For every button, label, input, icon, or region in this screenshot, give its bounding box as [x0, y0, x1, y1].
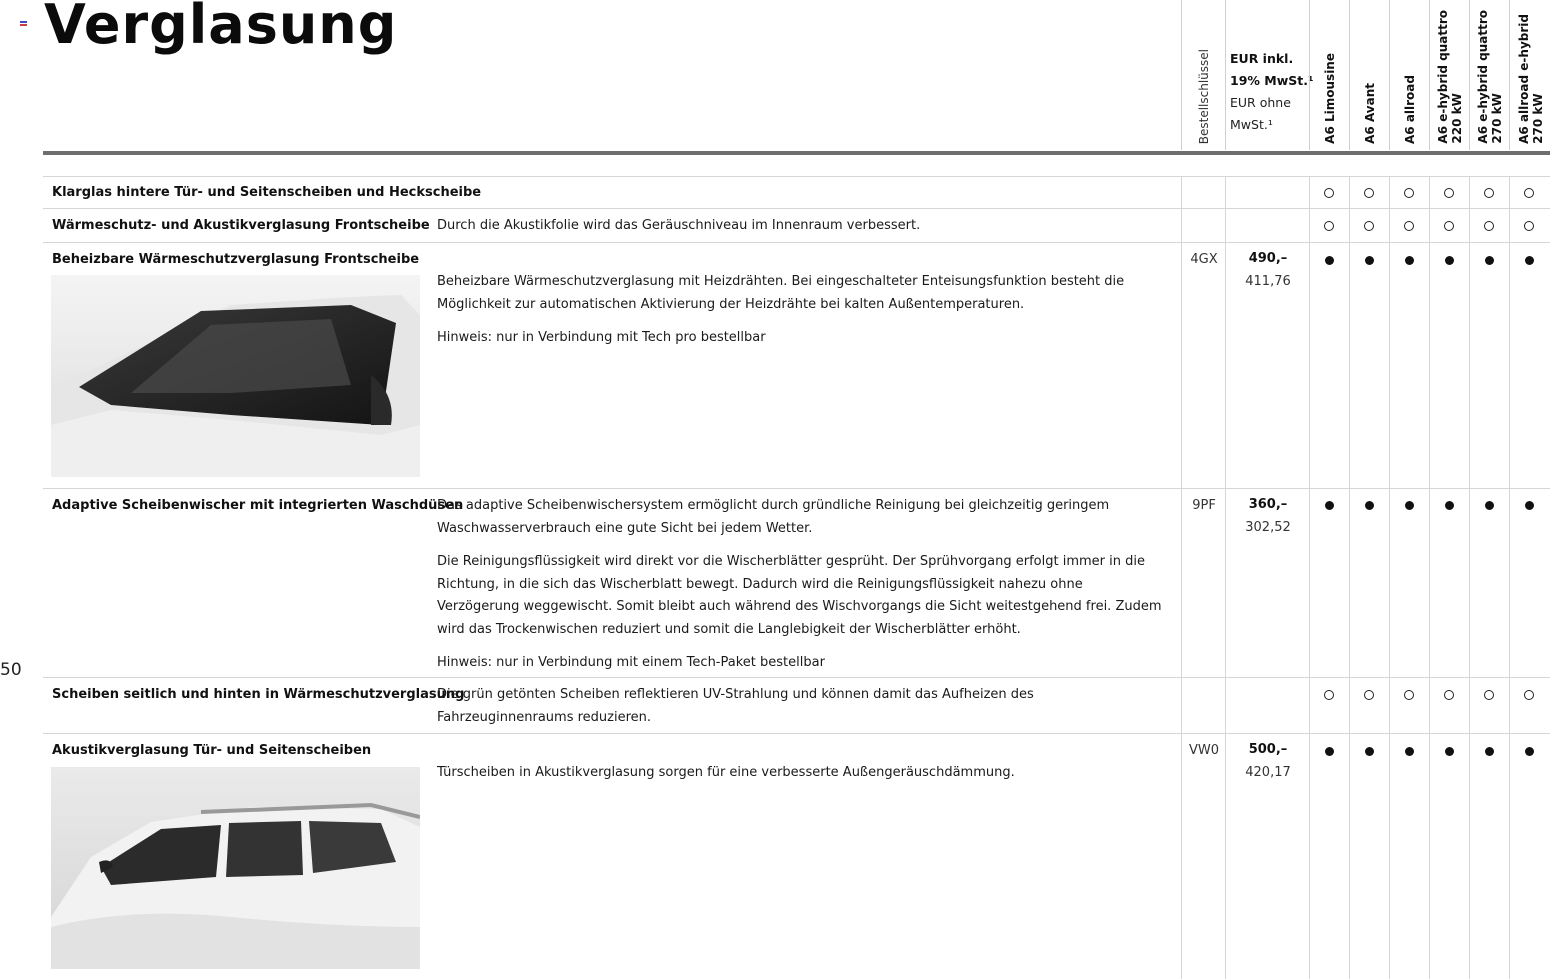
empty-circle-icon: [1444, 188, 1454, 198]
model-header-5: [1509, 0, 1550, 150]
description-paragraph: Die Reinigungsflüssigkeit wird direkt vor die Wischerblätter gesprüht. Der Sprühvorgang erfolgt immer in die Richtung, in die sich das Wischerblatt bewegt. Dadurch wird die Reinigungsflüssigkeit nahezu ohne Verzögerung weggewischt. Somit bleibt auch während des Wischvorgangs die Sicht weitestgehend frei. Zudem wird das Trockenwischen reduziert und somit die Langlebigkeit der Wischerblätter erhöht.: [437, 554, 1162, 637]
empty-circle-icon: [1484, 221, 1494, 231]
model-label: A6 Limousine: [1323, 53, 1337, 144]
empty-circle-icon: [1444, 690, 1454, 700]
column-divider: [1429, 176, 1430, 979]
availability-mark: [1429, 220, 1469, 234]
filled-dot-icon: [1365, 501, 1374, 510]
filled-dot-icon: [1525, 256, 1534, 265]
model-header-3: [1429, 0, 1470, 150]
availability-mark: [1509, 745, 1549, 759]
car-front-image: [51, 275, 420, 477]
model-label: A6 allroad: [1403, 75, 1417, 144]
availability-mark: [1469, 220, 1509, 234]
description-paragraph: Durch die Akustikfolie wird das Geräuschniveau im Innenraum verbessert.: [437, 218, 921, 233]
filled-dot-icon: [1405, 747, 1414, 756]
empty-circle-icon: [1324, 690, 1334, 700]
empty-circle-icon: [1524, 690, 1534, 700]
model-header-1: [1349, 0, 1390, 150]
order-key-label: Bestellschlüssel: [1197, 48, 1211, 144]
description-paragraph: Das adaptive Scheibenwischersystem ermöglicht durch gründliche Reinigung bei gleichzeitig geringem Waschwasserverbrauch eine gute Sicht bei jedem Wetter.: [437, 498, 1110, 536]
availability-mark: [1309, 220, 1349, 234]
availability-mark: [1469, 689, 1509, 703]
row-title: Klarglas hintere Tür- und Seitenscheiben und Heckscheibe: [52, 185, 482, 200]
model-label: A6 e-hybrid quattro 220 kW: [1436, 10, 1464, 144]
order-key-header: [1181, 0, 1226, 150]
availability-mark: [1509, 689, 1549, 703]
price-cell: [1230, 739, 1306, 784]
empty-circle-icon: [1444, 221, 1454, 231]
availability-mark: [1309, 689, 1349, 703]
empty-circle-icon: [1404, 221, 1414, 231]
column-divider: [1349, 176, 1350, 979]
column-divider: [1309, 176, 1310, 979]
empty-circle-icon: [1524, 188, 1534, 198]
price-gross-label: EUR inkl.: [1230, 51, 1294, 66]
row-description: [437, 684, 1167, 740]
availability-mark: [1309, 187, 1349, 201]
order-code: 9PF: [1192, 498, 1216, 513]
order-code: VW0: [1188, 743, 1220, 758]
availability-mark: [1349, 689, 1389, 703]
filled-dot-icon: [1485, 256, 1494, 265]
availability-mark: [1429, 745, 1469, 759]
column-divider: [1389, 176, 1390, 979]
price-cell: [1230, 248, 1306, 293]
price-net: 411,76: [1245, 273, 1291, 289]
filled-dot-icon: [1445, 501, 1454, 510]
side-window-photo: [51, 767, 420, 969]
empty-circle-icon: [1484, 690, 1494, 700]
row-description: [437, 762, 1167, 796]
model-label: A6 Avant: [1363, 83, 1377, 144]
filled-dot-icon: [1365, 256, 1374, 265]
description-paragraph: Türscheiben in Akustikverglasung sorgen für eine verbesserte Außengeräuschdämmung.: [437, 765, 1015, 780]
empty-circle-icon: [1404, 690, 1414, 700]
column-divider: [1469, 176, 1470, 979]
row-title: Scheiben seitlich und hinten in Wärmeschutzverglasung: [52, 687, 465, 702]
model-header-4: [1469, 0, 1510, 150]
filled-dot-icon: [1525, 501, 1534, 510]
model-header-0: [1309, 0, 1350, 150]
row-title: Beheizbare Wärmeschutzverglasung Frontscheibe: [52, 252, 420, 267]
availability-mark: [1309, 499, 1349, 513]
column-divider: [1509, 176, 1510, 979]
empty-circle-icon: [1524, 221, 1534, 231]
availability-mark: [1469, 499, 1509, 513]
windshield-photo: [51, 275, 420, 477]
filled-dot-icon: [1325, 747, 1334, 756]
filled-dot-icon: [1405, 501, 1414, 510]
availability-mark: [1509, 187, 1549, 201]
column-divider: [1181, 176, 1182, 979]
description-paragraph: Beheizbare Wärmeschutzverglasung mit Heizdrähten. Bei eingeschalteter Enteisungsfunktion besteht die Möglichkeit zur automatischen Aktivierung der Heizdrähte bei kalten Außentemperaturen.: [437, 274, 1125, 312]
empty-circle-icon: [1364, 188, 1374, 198]
empty-circle-icon: [1324, 221, 1334, 231]
availability-mark: [1509, 499, 1549, 513]
price-net-label: EUR ohne: [1230, 95, 1291, 110]
row-divider: [43, 488, 1550, 489]
availability-mark: [1389, 254, 1429, 268]
price-gross-label-2: 19% MwSt.¹: [1230, 73, 1314, 88]
availability-mark: [1349, 499, 1389, 513]
description-paragraph: Die grün getönten Scheiben reflektieren UV-Strahlung und können damit das Aufheizen des Fahrzeuginnenraums reduzieren.: [437, 687, 1034, 725]
availability-mark: [1349, 187, 1389, 201]
price-gross: 500,–: [1248, 742, 1288, 757]
availability-mark: [1429, 499, 1469, 513]
availability-mark: [1469, 745, 1509, 759]
filled-dot-icon: [1405, 256, 1414, 265]
page-title: Verglasung: [44, 0, 398, 56]
header-divider: [43, 151, 1550, 155]
empty-circle-icon: [1404, 188, 1414, 198]
availability-mark: [1349, 745, 1389, 759]
availability-mark: [1429, 689, 1469, 703]
column-divider: [1225, 176, 1226, 979]
row-title: Wärmeschutz- und Akustikverglasung Frontscheibe: [52, 218, 430, 233]
filled-dot-icon: [1325, 501, 1334, 510]
availability-mark: [1509, 254, 1549, 268]
availability-mark: [1429, 254, 1469, 268]
availability-mark: [1349, 254, 1389, 268]
availability-mark: [1469, 254, 1509, 268]
availability-mark: [1389, 220, 1429, 234]
model-label: A6 e-hybrid quattro 270 kW: [1476, 10, 1504, 144]
availability-mark: [1469, 187, 1509, 201]
filled-dot-icon: [1445, 747, 1454, 756]
car-side-image: [51, 767, 420, 969]
empty-circle-icon: [1364, 221, 1374, 231]
filled-dot-icon: [1325, 256, 1334, 265]
description-paragraph: Hinweis: nur in Verbindung mit einem Tech-Paket bestellbar: [437, 655, 825, 670]
row-divider: [43, 176, 1550, 177]
availability-mark: [1309, 745, 1349, 759]
description-paragraph: Hinweis: nur in Verbindung mit Tech pro bestellbar: [437, 330, 766, 345]
row-title: Akustikverglasung Tür- und Seitenscheiben: [52, 743, 372, 758]
price-net: 302,52: [1245, 519, 1291, 535]
price-gross: 360,–: [1248, 497, 1288, 512]
availability-mark: [1309, 254, 1349, 268]
price-net-label-2: MwSt.¹: [1230, 117, 1273, 132]
availability-mark: [1429, 187, 1469, 201]
availability-mark: [1389, 187, 1429, 201]
empty-circle-icon: [1324, 188, 1334, 198]
filled-dot-icon: [1485, 501, 1494, 510]
row-divider: [43, 208, 1550, 209]
empty-circle-icon: [1364, 690, 1374, 700]
availability-mark: [1389, 745, 1429, 759]
filled-dot-icon: [1485, 747, 1494, 756]
row-description: [437, 271, 1167, 361]
row-description: [437, 215, 1167, 249]
availability-mark: [1389, 499, 1429, 513]
flag-icon: [20, 21, 27, 26]
filled-dot-icon: [1525, 747, 1534, 756]
order-code: 4GX: [1190, 252, 1218, 267]
availability-mark: [1349, 220, 1389, 234]
row-title: Adaptive Scheibenwischer mit integrierten Waschdüsen: [52, 498, 464, 513]
price-net: 420,17: [1245, 764, 1291, 780]
availability-mark: [1389, 689, 1429, 703]
availability-mark: [1509, 220, 1549, 234]
model-header-2: [1389, 0, 1430, 150]
filled-dot-icon: [1365, 747, 1374, 756]
price-header-labels: [1230, 48, 1313, 136]
empty-circle-icon: [1484, 188, 1494, 198]
filled-dot-icon: [1445, 256, 1454, 265]
page-number: 50: [0, 660, 22, 680]
price-gross: 490,–: [1248, 251, 1288, 266]
row-description: [437, 495, 1167, 686]
model-label: A6 allroad e-hybrid 270 kW: [1516, 14, 1545, 144]
price-cell: [1230, 494, 1306, 539]
